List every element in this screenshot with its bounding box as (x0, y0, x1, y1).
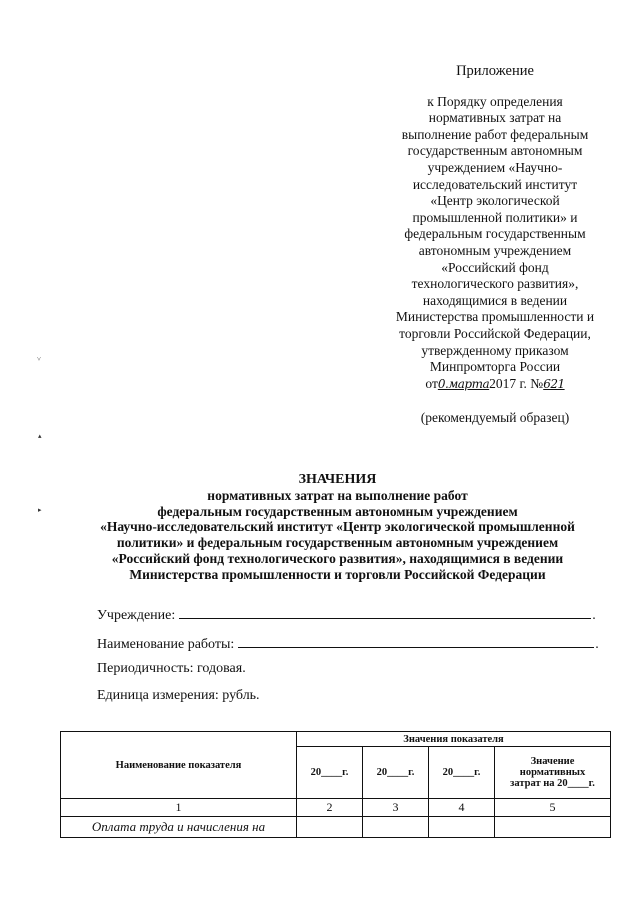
appendix-line: Министерства промышленности и (395, 309, 595, 325)
institution-label: Учреждение: (97, 608, 176, 623)
heading-line: Министерства промышленности и торговли Российской Федерации (129, 566, 546, 582)
appendix-line: исследовательский институт (412, 176, 578, 192)
year-header: 20____г. (297, 747, 363, 799)
appendix-line: торговли Российской Федерации, (399, 325, 591, 341)
heading-line: политики» и федеральным государственным автономным учреждением (116, 535, 559, 551)
indicator-table (60, 731, 611, 838)
heading-line: «Российский фонд технологического развития», находящимися в ведении (111, 550, 564, 566)
scan-mark-3: ▸ (38, 506, 42, 514)
work-field: Наименование работы: . (97, 637, 599, 652)
document-heading (60, 472, 615, 583)
norm-header: Значение нормативных затрат на 20____г. (495, 747, 611, 799)
appendix-line: государственным автономным (407, 143, 583, 159)
heading-line: федеральным государственным автономным учреждением (157, 503, 518, 519)
institution-field: Учреждение: . (97, 608, 596, 623)
unit: Единица измерения: рубль. (97, 688, 260, 703)
values-header: Значения показателя (297, 732, 611, 747)
periodicity: Периодичность: годовая. (97, 661, 246, 676)
appendix-line: Минпромторга России (429, 359, 561, 375)
column-number: 4 (429, 799, 495, 817)
institution-blank[interactable] (179, 606, 591, 619)
work-label: Наименование работы: (97, 637, 235, 652)
scan-mark-2: ▴ (38, 432, 42, 440)
appendix-line: находящимися в ведении (422, 292, 568, 308)
column-number: 1 (61, 799, 297, 817)
col-name-header: Наименование показателя (61, 732, 297, 799)
appendix-line: промышленной политики» и (412, 209, 578, 225)
appendix-line: федеральным государственным (404, 226, 586, 242)
heading-line: «Научно-исследовательский институт «Центр экологической промышленной (100, 519, 575, 535)
table-cell[interactable] (429, 817, 495, 838)
heading-title: ЗНАЧЕНИЯ (298, 472, 377, 487)
appendix-line: к Порядку определения (427, 93, 563, 109)
appendix-line: учреждением «Научно- (427, 159, 563, 175)
work-blank[interactable] (238, 635, 594, 648)
column-number: 3 (363, 799, 429, 817)
appendix-line: технологического развития», (411, 276, 579, 292)
order-year: 2017 г. № (489, 375, 544, 391)
table-cell[interactable] (495, 817, 611, 838)
table-cell[interactable] (297, 817, 363, 838)
sample-note: (рекомендуемый образец) (420, 410, 570, 426)
order-number-signature: 621 (543, 376, 565, 391)
appendix-line: автономным учреждением (418, 242, 572, 258)
appendix-line: «Центр экологической (430, 193, 560, 209)
year-header: 20____г. (363, 747, 429, 799)
year-header: 20____г. (429, 747, 495, 799)
column-number: 5 (495, 799, 611, 817)
table-row (61, 817, 611, 838)
appendix-line: нормативных затрат на (428, 110, 562, 126)
order-prefix: от (425, 375, 438, 391)
row-name: Оплата труда и начисления на (61, 817, 297, 838)
order-date-signature: 0.марта (437, 376, 490, 391)
appendix-line: «Российский фонд (441, 259, 549, 275)
table-cell[interactable] (363, 817, 429, 838)
order-line (375, 376, 615, 393)
column-number: 2 (297, 799, 363, 817)
heading-line: нормативных затрат на выполнение работ (207, 487, 468, 503)
scan-mark-1: ˅ (37, 355, 41, 363)
appendix-title: Приложение (456, 63, 534, 79)
appendix-line: утвержденному приказом (421, 342, 569, 358)
appendix-block (375, 63, 615, 427)
appendix-line: выполнение работ федеральным (401, 126, 589, 142)
